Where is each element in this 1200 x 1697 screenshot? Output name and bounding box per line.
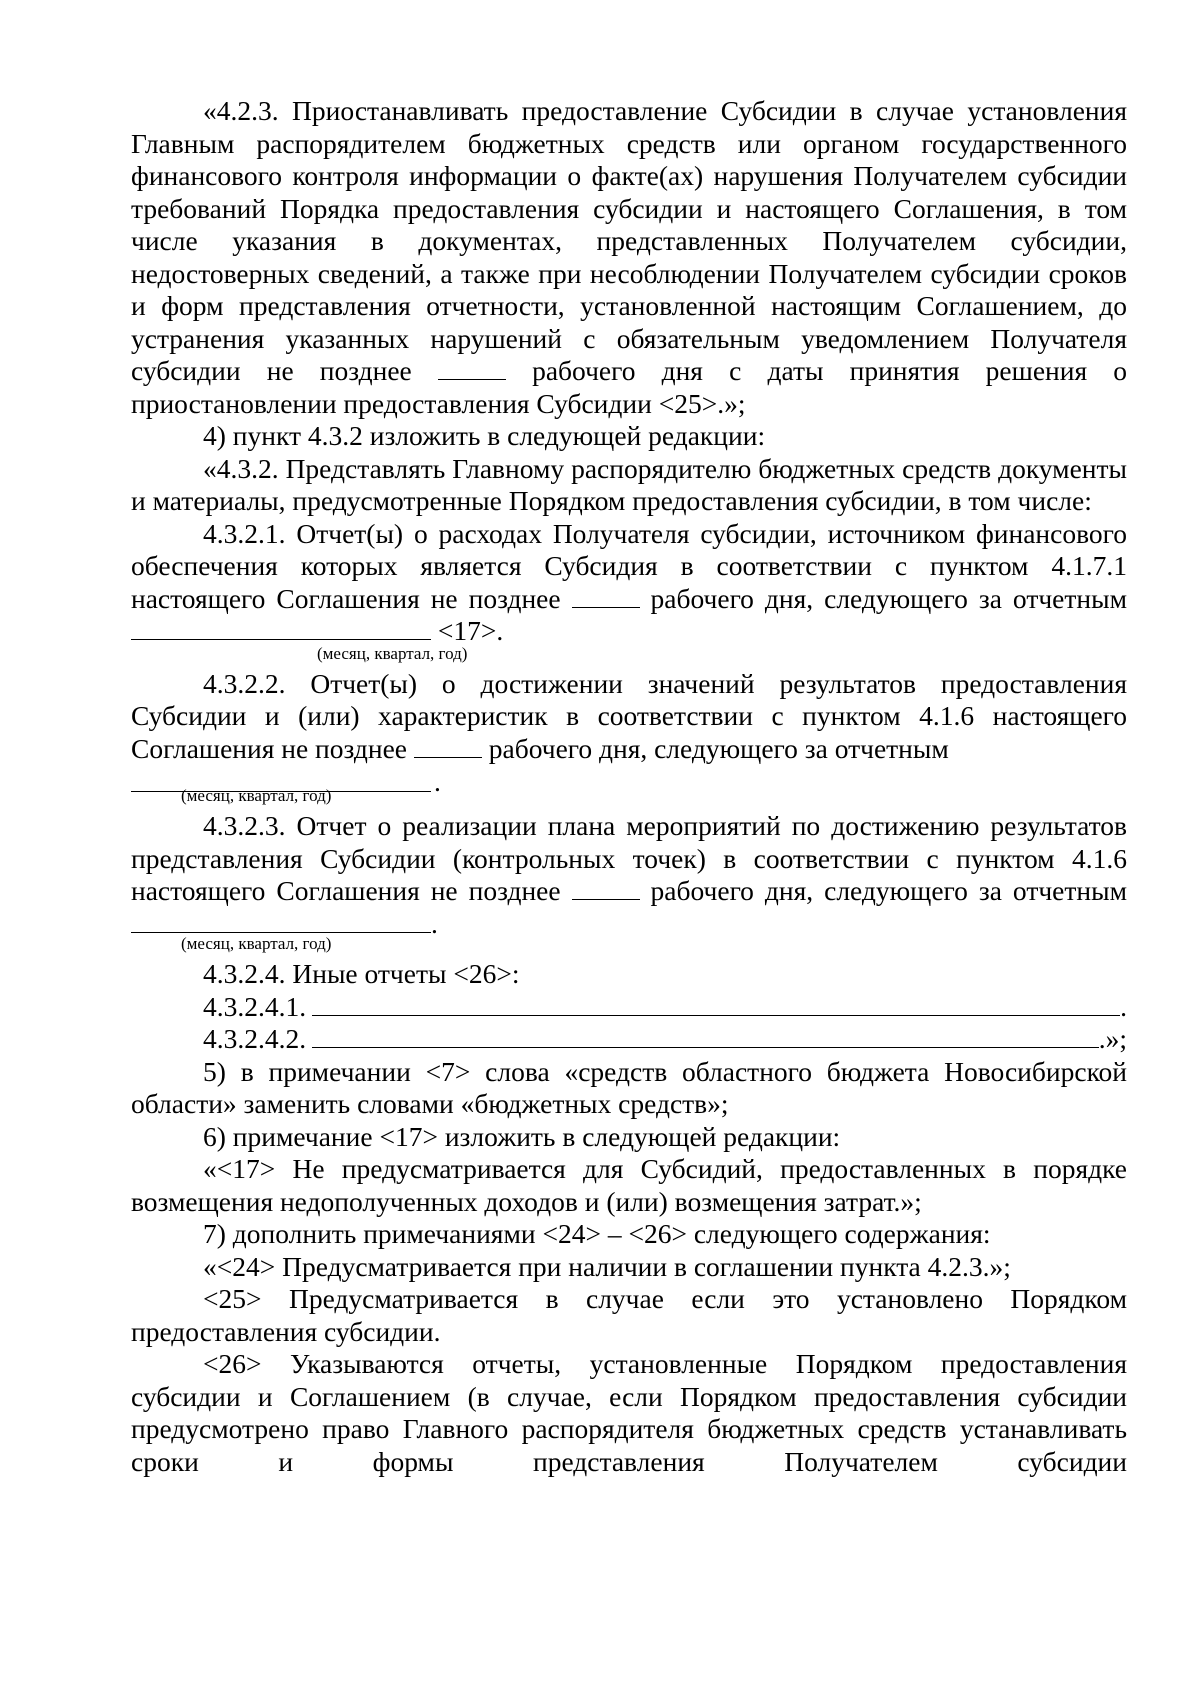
paragraph-note-17: «<17> Не предусматривается для Субсидий, предоставленных в порядке возмещения недополученных доходов и (или) возмещения затрат.»; bbox=[131, 1153, 1127, 1217]
paragraph-item-5: 5) в примечании <7> слова «средств областного бюджета Новосибирской области» заменить словами «бюджетных средств»; bbox=[131, 1055, 1127, 1119]
blank-field bbox=[312, 1023, 1099, 1048]
paragraph-text: <17>. bbox=[437, 615, 504, 646]
blank-field bbox=[438, 355, 506, 380]
field-caption: (месяц, квартал, год) bbox=[181, 786, 332, 805]
paragraph-item-7: 7) дополнить примечаниями <24> – <26> следующего содержания: bbox=[203, 1218, 991, 1249]
paragraph-note-25: <25> Предусматривается в случае если это установлено Порядком предоставления субсидии. bbox=[131, 1283, 1127, 1347]
paragraph-4-3-2-2 bbox=[131, 668, 1127, 766]
paragraph-text: .»; bbox=[1098, 1023, 1127, 1054]
blank-field bbox=[312, 991, 1120, 1016]
blank-field bbox=[414, 733, 482, 758]
paragraph-text: 4.3.2.1. Отчет(ы) о расходах Получателя субсидии, источником финансового обеспечения которых является Субсидия в соответствии с пунктом 4.1.7.1 настоящего Соглашения не позднее bbox=[131, 517, 1127, 614]
field-caption: (месяц, квартал, год) bbox=[181, 934, 332, 953]
paragraph-text: 4.3.2.3. Отчет о реализации плана мероприятий по достижению результатов представления Субсидии (контрольных точек) в соответствии с пунктом 4.1.6 настоящего Соглашения не позднее bbox=[131, 810, 1127, 906]
paragraph-text: рабочего дня, следующего за отчетным bbox=[650, 875, 1127, 906]
blank-field bbox=[131, 615, 431, 640]
paragraph-item-4: 4) пункт 4.3.2 изложить в следующей редакции: bbox=[203, 420, 766, 451]
paragraph-text: «4.2.3. Приостанавливать предоставление Субсидии в случае установления Главным распорядителем бюджетных средств или органом государственного финансового контроля информации о факте(ах) нарушения Получателем субсидии требований Порядка предоставления субсидии и настоящего Соглашения, в том числе указания в документах, представленных Получателем субсидии, недостоверных сведений, а также при несоблюдении Получателем субсидии сроков и форм представления отчетности, установленной настоящим Соглашением, до устранения указанных нарушений с обязательным уведомлением Получателя субсидии не позднее bbox=[131, 95, 1127, 386]
paragraph-text: 4.3.2.2. Отчет(ы) о достижении значений результатов предоставления Субсидии и (или) характеристик в соответствии с пунктом 4.1.6 настоящего Соглашения не позднее bbox=[131, 667, 1127, 764]
paragraph-4-3-2-3 bbox=[131, 810, 1127, 940]
paragraph-4-3-2-1 bbox=[131, 518, 1127, 648]
paragraph-4-3-2-4: 4.3.2.4. Иные отчеты <26>: bbox=[203, 958, 520, 989]
blank-field bbox=[572, 583, 640, 608]
field-caption: (месяц, квартал, год) bbox=[317, 643, 468, 663]
paragraph-text: 4.3.2.4.2. bbox=[203, 1023, 307, 1054]
paragraph-text: . bbox=[431, 907, 438, 939]
blank-field bbox=[572, 875, 640, 900]
paragraph-4-3-2-4-1 bbox=[131, 991, 1127, 1024]
document-body bbox=[131, 95, 1127, 1478]
paragraph-text: рабочего дня с даты принятия решения о приостановлении предоставления Субсидии <25>.»; bbox=[131, 355, 1128, 419]
paragraph-4-2-3 bbox=[131, 95, 1127, 420]
paragraph-text: . bbox=[1120, 990, 1127, 1022]
paragraph-4-3-2-4-2 bbox=[131, 1023, 1127, 1056]
paragraph-text: рабочего дня, следующего за отчетным bbox=[650, 582, 1127, 614]
blank-field bbox=[131, 908, 431, 933]
paragraph-text: . bbox=[434, 765, 441, 797]
paragraph-note-24: «<24> Предусматривается при наличии в соглашении пункта 4.2.3.»; bbox=[203, 1250, 1011, 1282]
paragraph-item-6: 6) примечание <17> изложить в следующей редакции: bbox=[203, 1120, 841, 1152]
paragraph-text: рабочего дня, следующего за отчетным bbox=[488, 732, 949, 764]
paragraph-note-26: <26> Указываются отчеты, установленные Порядком предоставления субсидии и Соглашением (в случае, если Порядком предоставления субсидии предусмотрено право Главного распорядителя бюджетных средств устанавливать сроки и формы представления Получателем субсидии bbox=[131, 1348, 1127, 1477]
paragraph-text: 4.3.2.4.1. bbox=[203, 990, 307, 1022]
paragraph-4-3-2: «4.3.2. Представлять Главному распорядителю бюджетных средств документы и материалы, предусмотренные Порядком предоставления субсидии, в том числе: bbox=[131, 452, 1127, 516]
